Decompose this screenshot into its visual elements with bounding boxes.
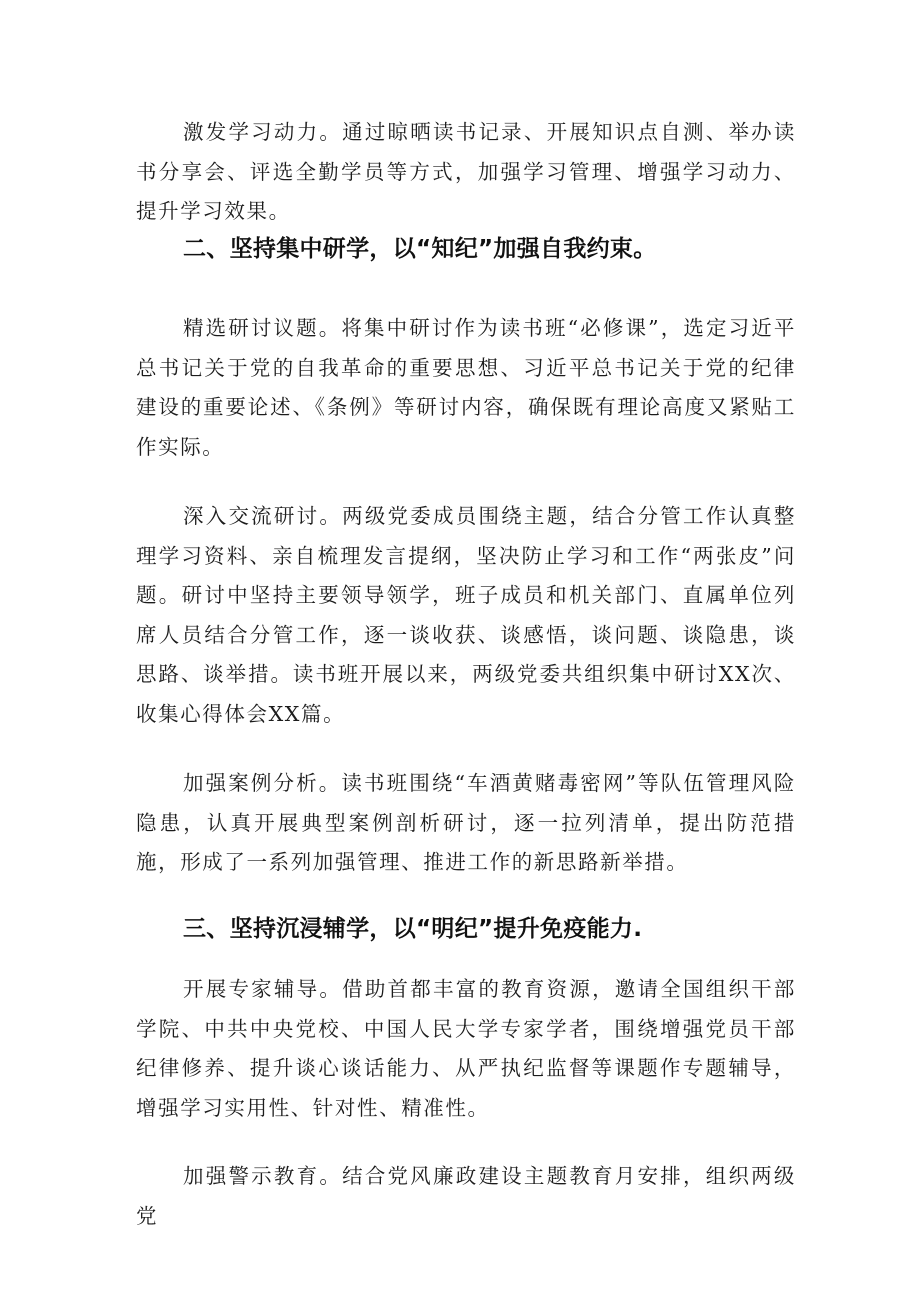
paragraph-expert-guidance: 开展专家辅导。借助首都丰富的教育资源，邀请全国组织干部学院、中共中央党校、中国人民大学专家学者，围绕增强党员干部纪律修养、提升谈心谈话能力、从严执纪监督等课题作专题辅导，增强学习实用性、针对性、精准性。 [136, 977, 796, 1120]
paragraph-deep-discussion: 深入交流研讨。两级党委成员围绕主题，结合分管工作认真整理学习资料、亲自梳理发言提纲，坚决防止学习和工作“两张皮”问题。研讨中坚持主要领导领学，班子成员和机关部门、直属单位列席人员结合分管工作，逐一谈收获、谈感悟，谈问题、谈隐患，谈思路、谈举措。读书班开展以来，两级党委共组织集中研讨XX次、收集心得体会XX篇。 [136, 504, 796, 726]
paragraph-warning-education: 加强警示教育。结合党风廉政建设主题教育月安排，组织两级党 [136, 1164, 796, 1228]
section-heading-three: 三、坚持沉浸辅学，以“明纪”提升免疫能力. [183, 916, 643, 942]
paragraph-case-analysis: 加强案例分析。读书班围绕“车酒黄赌毒密网”等队伍管理风险隐患，认真开展典型案例剖析研讨，逐一拉列清单，提出防范措施，形成了一系列加强管理、推进工作的新思路新举措。 [136, 771, 796, 874]
section-heading-two: 二、坚持集中研学，以“知纪”加强自我约束。 [183, 236, 657, 262]
paragraph-select-topics: 精选研讨议题。将集中研讨作为读书班“必修课”，选定习近平总书记关于党的自我革命的重要思想、习近平总书记关于党的纪律建设的重要论述、《条例》等研讨内容，确保既有理论高度又紧贴工作实际。 [136, 316, 796, 459]
paragraph-study-motivation: 激发学习动力。通过晾晒读书记录、开展知识点自测、举办读书分享会、评选全勤学员等方式，加强学习管理、增强学习动力、提升学习效果。 [136, 120, 796, 223]
